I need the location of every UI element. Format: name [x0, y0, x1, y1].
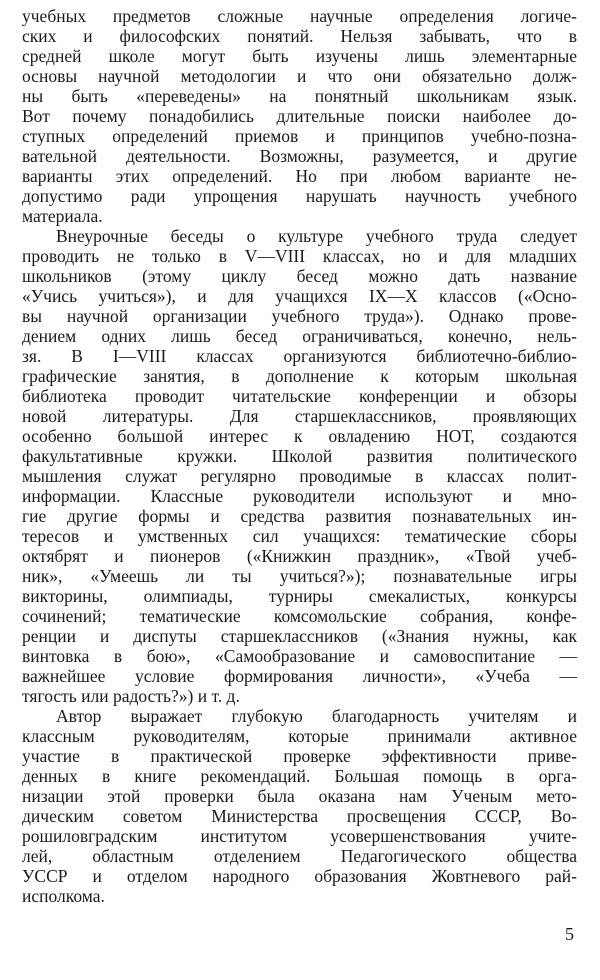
- text-line: вательной деятельности. Возможны, разумеется, и другие: [22, 146, 577, 166]
- text-line: дическим советом Министерства просвещения СССР, Во-: [22, 806, 577, 826]
- text-line: октябрят и пионеров («Книжкин праздник», «Твой учеб-: [22, 546, 577, 566]
- text-line: библиотека проводит читательские конференции и обзоры: [22, 386, 577, 406]
- text-line: ны быть «переведены» на понятный школьникам язык.: [22, 86, 577, 106]
- text-line: низации этой проверки была оказана нам Ученым мето-: [22, 786, 577, 806]
- text-line: варианты этих определений. Но при любом варианте не-: [22, 166, 577, 186]
- document-page: [22, 6, 577, 906]
- text-line: информации. Классные руководители используют и мно-: [22, 486, 577, 506]
- text-line: тересов и умственных сил учащихся: тематические сборы: [22, 526, 577, 546]
- text-line: Вот почему понадобились длительные поиски наиболее до-: [22, 106, 577, 126]
- text-line: ник», «Умеешь ли ты учиться?»); познавательные игры: [22, 566, 577, 586]
- text-line: денных в книге рекомендаций. Большая помощь в орга-: [22, 766, 577, 786]
- text-line: ренции и диспуты старшеклассников («Знания нужны, как: [22, 626, 577, 646]
- text-line: факультативные кружки. Школой развития политического: [22, 446, 577, 466]
- text-line: Автор выражает глубокую благодарность учителям и: [56, 706, 577, 726]
- text-line: материала.: [22, 206, 103, 226]
- text-line: важнейшее условие формирования личности», «Учеба —: [22, 666, 577, 686]
- text-line: классным руководителям, которые принимали активное: [22, 726, 577, 746]
- text-line: вы научной организации учебного труда»). Однако прове-: [22, 306, 577, 326]
- text-line: особенно большой интерес к овладению НОТ, создаются: [22, 426, 577, 446]
- text-line: школьников (этому циклу бесед можно дать название: [22, 266, 577, 286]
- text-line: мышления служат регулярно проводимые в классах полит-: [22, 466, 577, 486]
- paragraph: [22, 6, 577, 226]
- paragraph: [22, 226, 577, 706]
- text-line: допустимо ради упрощения нарушать научность учебного: [22, 186, 577, 206]
- text-line: рошиловградским институтом усовершенствования учите-: [22, 826, 577, 846]
- text-line: новой литературы. Для старшеклассников, проявляющих: [22, 406, 577, 426]
- text-line: участие в практической проверке эффективности приве-: [22, 746, 577, 766]
- text-line: исполкома.: [22, 886, 105, 906]
- text-line: зя. В I—VIII классах организуются библиотечно-библио-: [22, 346, 577, 366]
- text-line: гие другие формы и средства развития познавательных ин-: [22, 506, 577, 526]
- text-line: винтовка в бою», «Самообразование и самовоспитание —: [22, 646, 577, 666]
- text-line: графические занятия, в дополнение к которым школьная: [22, 366, 577, 386]
- text-line: средней школе могут быть изучены лишь элементарные: [22, 46, 577, 66]
- text-line: Внеурочные беседы о культуре учебного труда следует: [56, 226, 577, 246]
- text-line: ступных определений приемов и принципов учебно-позна-: [22, 126, 577, 146]
- paragraph: [22, 706, 577, 906]
- page-number: 5: [565, 924, 574, 944]
- text-line: викторины, олимпиады, турниры смекалистых, конкурсы: [22, 586, 577, 606]
- text-line: «Учись учиться»), и для учащихся IX—X классов («Осно-: [22, 286, 577, 306]
- text-line: сочинений; тематические комсомольские собрания, конфе-: [22, 606, 577, 626]
- text-line: тягость или радость?») и т. д.: [22, 686, 240, 706]
- text-line: лей, областным отделением Педагогического общества: [22, 846, 577, 866]
- text-line: дением одних лишь бесед ограничиваться, конечно, нель-: [22, 326, 577, 346]
- text-line: основы научной методологии и что они обязательно долж-: [22, 66, 577, 86]
- text-line: ских и философских понятий. Нельзя забывать, что в: [22, 26, 577, 46]
- text-line: учебных предметов сложные научные определения логиче-: [22, 6, 577, 26]
- text-line: УССР и отделом народного образования Жовтневого рай-: [22, 866, 577, 886]
- text-line: проводить не только в V—VIII классах, но и для младших: [22, 246, 577, 266]
